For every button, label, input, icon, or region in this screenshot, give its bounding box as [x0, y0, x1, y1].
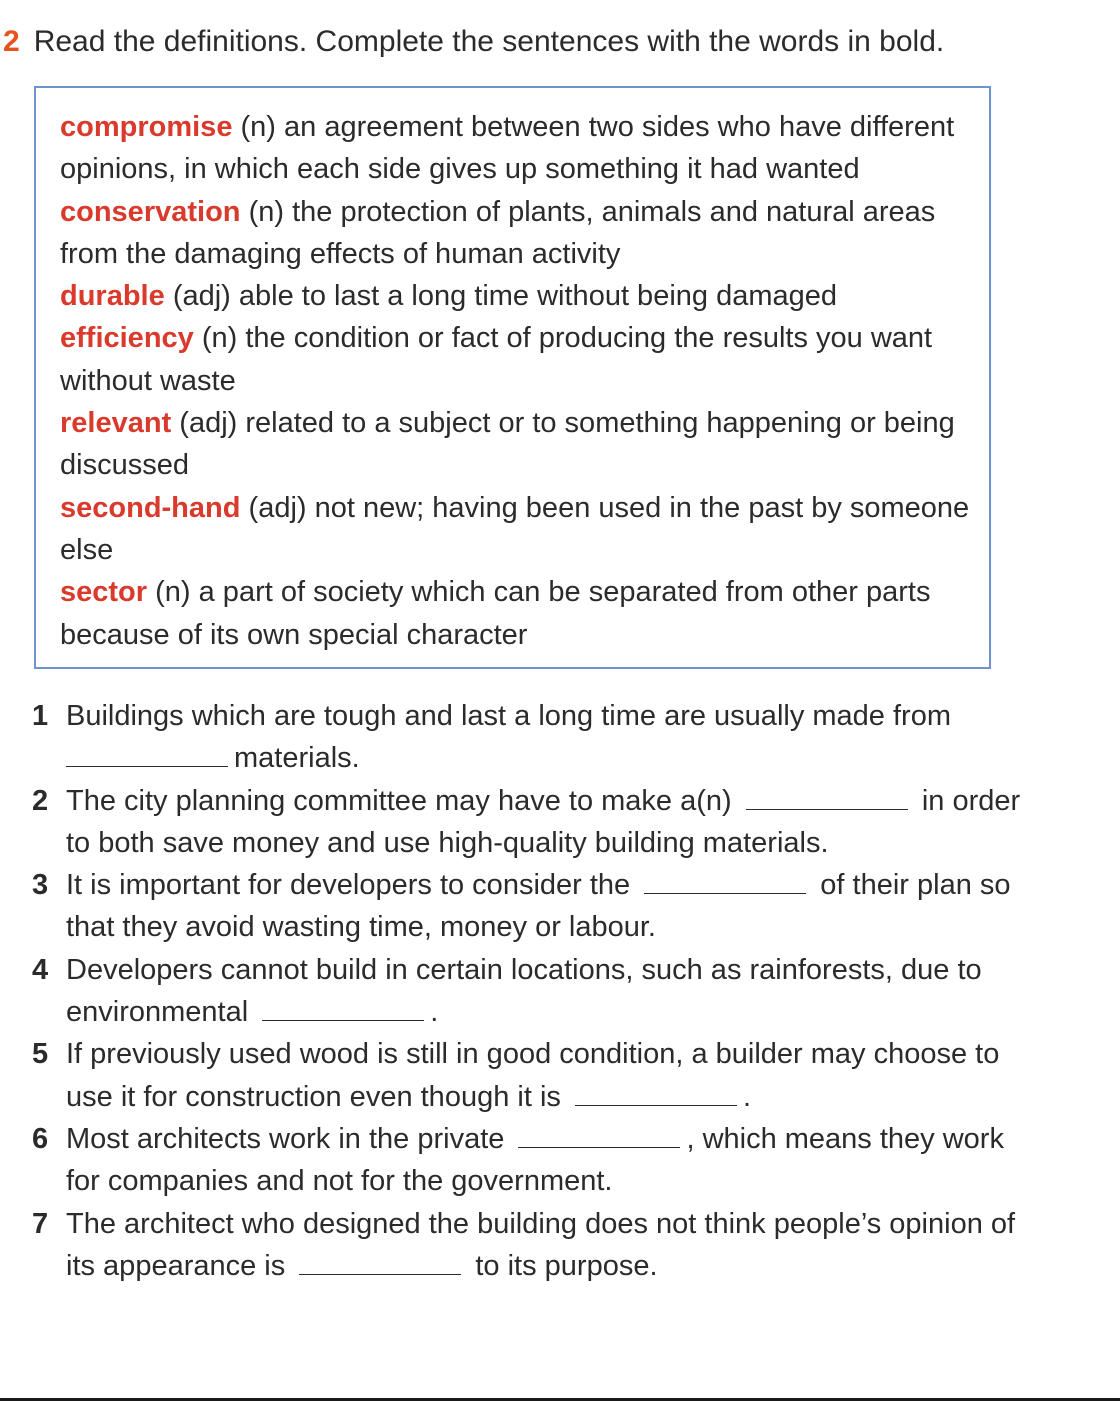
question-text-before: Most architects work in the private	[66, 1122, 505, 1155]
part-of-speech: (n)	[248, 195, 285, 228]
definition-text: not new; having been used in the past by someone else	[60, 491, 970, 566]
definition-term: conservation	[60, 195, 241, 228]
part-of-speech: (adj)	[179, 407, 238, 440]
question-text	[66, 695, 1032, 780]
question-text-before: If previously used wood is still in good condition, a builder may choose to use it for construction even though it is	[66, 1038, 1000, 1113]
question-text-after: .	[430, 996, 439, 1029]
question-text	[66, 780, 1032, 865]
definition-text: the condition or fact of producing the results you want without waste	[60, 322, 933, 397]
definition-term: durable	[60, 280, 165, 313]
definition-term: compromise	[60, 111, 233, 143]
definition-text: able to last a long time without being damaged	[238, 280, 838, 313]
part-of-speech: (adj)	[248, 491, 307, 524]
question-item	[32, 1203, 1032, 1288]
instruction-text: Read the definitions. Complete the sentences with the words in bold.	[33, 25, 945, 58]
definition-entry	[60, 275, 975, 317]
question-text-before: The city planning committee may have to make a(n)	[66, 784, 732, 817]
question-text	[66, 1118, 1032, 1203]
exercise-instruction	[3, 22, 944, 62]
definition-text: a part of society which can be separated from other parts because of its own special character	[60, 576, 931, 651]
question-text-before: It is important for developers to consider the	[66, 869, 631, 902]
definition-entry	[60, 317, 975, 402]
part-of-speech: (n)	[240, 111, 276, 143]
exercise-number: 2	[3, 25, 20, 58]
question-number: 1	[32, 700, 49, 732]
part-of-speech: (adj)	[172, 280, 231, 313]
question-text	[66, 1033, 1032, 1118]
question-item	[32, 695, 1032, 780]
question-text-before: Developers cannot build in certain locations, such as rainforests, due to environmental	[66, 953, 982, 1029]
question-number: 3	[32, 869, 49, 902]
question-number: 4	[32, 953, 49, 986]
definition-entry	[60, 191, 975, 276]
definition-entry	[60, 402, 975, 487]
question-number: 6	[32, 1122, 49, 1155]
definition-term: relevant	[60, 407, 172, 440]
question-item	[32, 780, 1032, 865]
question-text-after: to its purpose.	[475, 1249, 658, 1282]
definition-term: sector	[60, 576, 148, 609]
question-text-after: .	[742, 1080, 752, 1113]
question-text	[66, 949, 1032, 1034]
definition-text: an agreement between two sides who have different opinions, in which each side gives up something it had wanted	[60, 111, 955, 186]
question-item	[32, 1118, 1032, 1203]
question-text	[66, 1203, 1032, 1288]
definition-text: related to a subject or to something happening or being discussed	[60, 407, 955, 482]
question-number: 7	[32, 1207, 49, 1240]
definition-text: the protection of plants, animals and natural areas from the damaging effects of human activity	[60, 195, 936, 270]
question-text-before: The architect who designed the building does not think people’s opinion of its appearance is	[66, 1207, 1016, 1282]
question-text-after: of their plan so that they avoid wasting time, money or labour.	[66, 869, 1011, 944]
question-list	[32, 695, 1032, 1287]
answer-blank[interactable]	[299, 1252, 461, 1275]
answer-blank[interactable]	[518, 1125, 680, 1148]
definitions-list	[60, 106, 975, 656]
question-text-before: Buildings which are tough and last a long time are usually made from	[66, 700, 951, 732]
answer-blank[interactable]	[66, 744, 228, 767]
question-text-after: materials.	[234, 742, 360, 775]
question-text-after: in order to both save money and use high-quality building materials.	[66, 784, 1021, 859]
question-item	[32, 1033, 1032, 1118]
part-of-speech: (n)	[201, 322, 238, 355]
question-number: 5	[32, 1038, 49, 1071]
answer-blank[interactable]	[575, 1083, 737, 1106]
answer-blank[interactable]	[262, 998, 424, 1021]
answer-blank[interactable]	[746, 787, 908, 810]
question-text-after: , which means they work for companies and not for the government.	[66, 1122, 1004, 1198]
definition-entry	[60, 571, 975, 656]
definition-entry	[60, 106, 975, 191]
question-number: 2	[32, 784, 49, 817]
answer-blank[interactable]	[644, 871, 806, 894]
definition-entry	[60, 487, 975, 572]
part-of-speech: (n)	[155, 576, 191, 609]
definition-term: efficiency	[60, 322, 194, 355]
definition-term: second-hand	[60, 491, 241, 524]
question-item	[32, 864, 1032, 949]
question-item	[32, 949, 1032, 1034]
question-text	[66, 864, 1032, 949]
